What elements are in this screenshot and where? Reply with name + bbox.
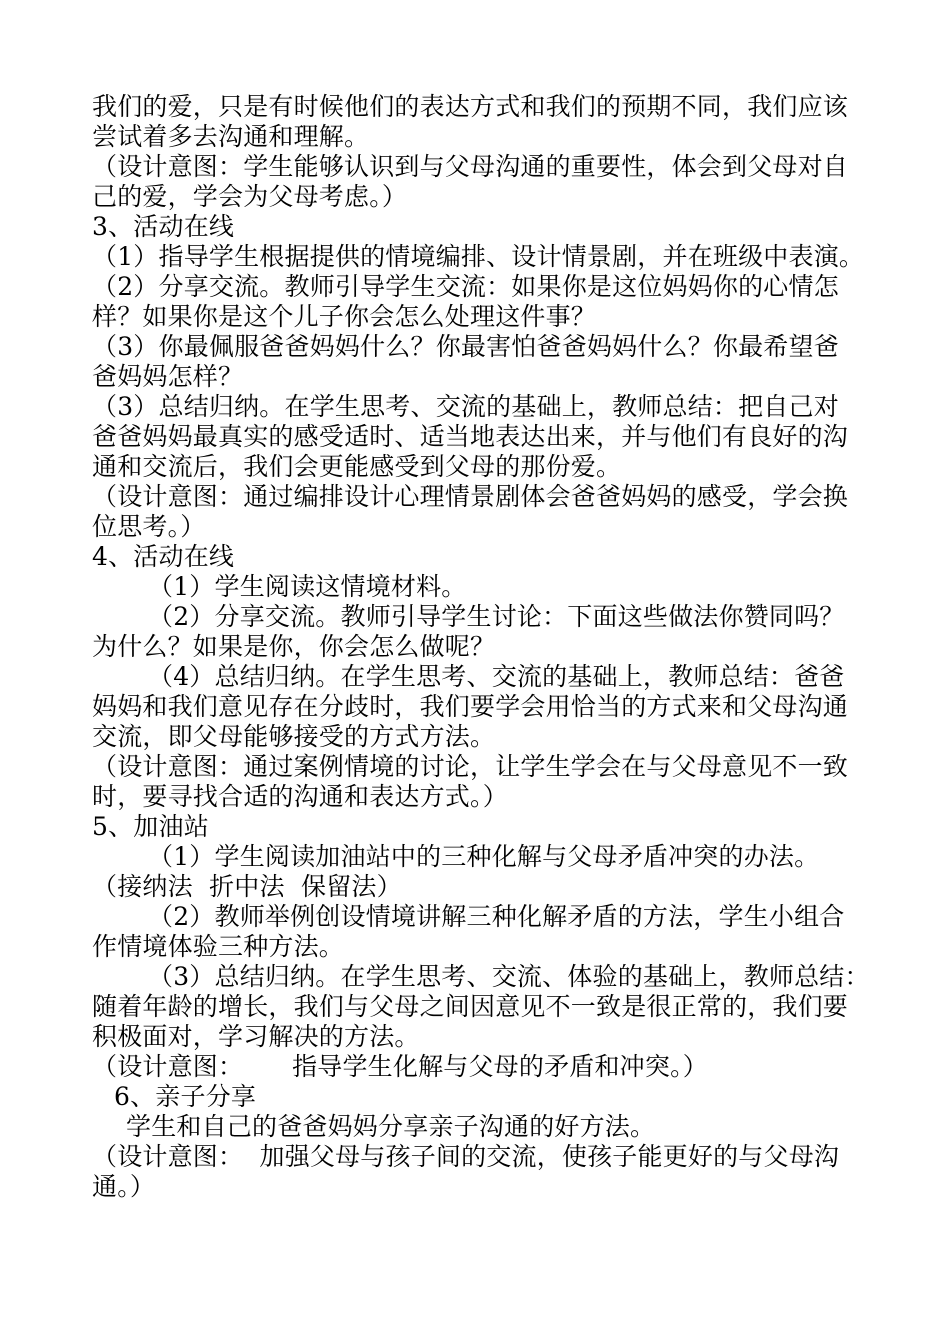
step-line: （2）分享交流。教师引导学生交流：如果你是这位妈妈你的心情怎 bbox=[92, 272, 839, 301]
section-heading-4: 4、活动在线 bbox=[92, 542, 235, 571]
step-line: 爸妈妈怎样？ bbox=[92, 362, 244, 391]
paragraph-line: 学生和自己的爸爸妈妈分享亲子沟通的好方法。 bbox=[126, 1112, 656, 1141]
section-heading-5: 5、加油站 bbox=[92, 812, 209, 841]
step-line: 通和交流后，我们会更能感受到父母的那份爱。 bbox=[92, 452, 622, 481]
step-line: （1）学生阅读加油站中的三种化解与父母矛盾冲突的办法。 bbox=[148, 842, 820, 871]
step-line: （3）你最佩服爸爸妈妈什么？你最害怕爸爸妈妈什么？你最希望爸 bbox=[92, 332, 839, 361]
design-intent-line: （设计意图： 指导学生化解与父母的矛盾和冲突。） bbox=[92, 1052, 708, 1081]
design-intent-line: 己的爱，学会为父母考虑。） bbox=[92, 182, 408, 211]
step-line: （3）总结归纳。在学生思考、交流、体验的基础上，教师总结： bbox=[148, 962, 870, 991]
paragraph-line: 我们的爱，只是有时候他们的表达方式和我们的预期不同，我们应该 bbox=[92, 92, 849, 121]
step-line: 样？如果你是这个儿子你会怎么处理这件事？ bbox=[92, 302, 597, 331]
design-intent-line: 通。） bbox=[92, 1172, 156, 1201]
step-line: 随着年龄的增长，我们与父母之间因意见不一致是很正常的，我们要 bbox=[92, 992, 849, 1021]
step-line: 交流，即父母能够接受的方式方法。 bbox=[92, 722, 496, 751]
step-line: （2）分享交流。教师引导学生讨论：下面这些做法你赞同吗？ bbox=[148, 602, 845, 631]
step-line: 积极面对，学习解决的方法。 bbox=[92, 1022, 420, 1051]
step-line: 为什么？如果是你，你会怎么做呢？ bbox=[92, 632, 496, 661]
paragraph-line: 尝试着多去沟通和理解。 bbox=[92, 122, 370, 151]
step-line: （4）总结归纳。在学生思考、交流的基础上，教师总结：爸爸 bbox=[148, 662, 845, 691]
step-line: （1）指导学生根据提供的情境编排、设计情景剧，并在班级中表演。 bbox=[92, 242, 865, 271]
design-intent-line: （设计意图：通过编排设计心理情景剧体会爸爸妈妈的感受，学会换 bbox=[92, 482, 849, 511]
design-intent-line: 时，要寻找合适的沟通和表达方式。） bbox=[92, 782, 508, 811]
step-line: （3）总结归纳。在学生思考、交流的基础上，教师总结：把自己对 bbox=[92, 392, 839, 421]
step-line: 爸爸妈妈最真实的感受适时、适当地表达出来，并与他们有良好的沟 bbox=[92, 422, 849, 451]
section-heading-6: 6、亲子分享 bbox=[114, 1082, 257, 1111]
section-heading-3: 3、活动在线 bbox=[92, 212, 235, 241]
step-line: 作情境体验三种方法。 bbox=[92, 932, 345, 961]
step-line: 妈妈和我们意见存在分歧时，我们要学会用恰当的方式来和父母沟通 bbox=[92, 692, 849, 721]
step-line: （接纳法 折中法 保留法） bbox=[92, 872, 402, 901]
step-line: （2）教师举例创设情境讲解三种化解矛盾的方法，学生小组合 bbox=[148, 902, 845, 931]
design-intent-line: （设计意图： 加强父母与孩子间的交流，使孩子能更好的与父母沟 bbox=[92, 1142, 840, 1171]
design-intent-line: 位思考。） bbox=[92, 512, 206, 541]
step-line: （1）学生阅读这情境材料。 bbox=[148, 572, 467, 601]
design-intent-line: （设计意图：通过案例情境的讨论，让学生学会在与父母意见不一致 bbox=[92, 752, 849, 781]
design-intent-line: （设计意图：学生能够认识到与父母沟通的重要性，体会到父母对自 bbox=[92, 152, 849, 181]
document-page bbox=[92, 92, 870, 1202]
